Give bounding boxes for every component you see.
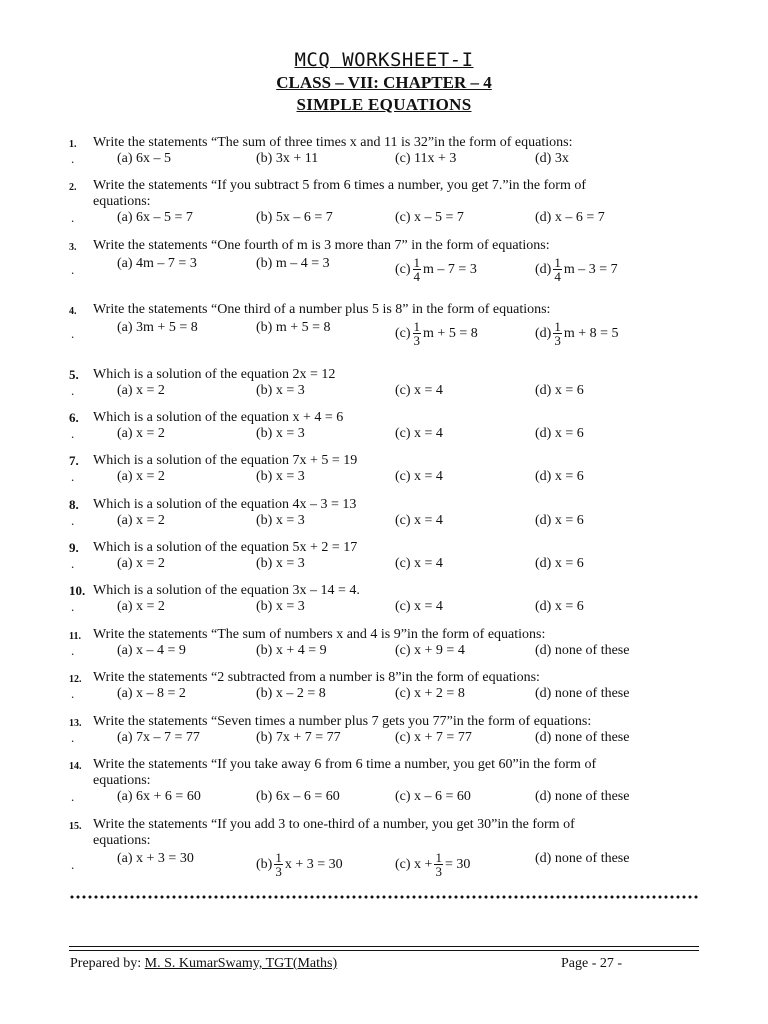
answer-row-marker: . (71, 686, 75, 701)
answer-option[interactable] (117, 210, 193, 226)
question-text: equations: (93, 194, 151, 209)
answer-row-marker: . (71, 643, 75, 658)
option-text: (c) x – 6 = 60 (395, 789, 471, 804)
answer-option[interactable] (535, 513, 584, 529)
option-text: (b) x + 4 = 9 (256, 643, 327, 658)
answer-option[interactable] (535, 383, 584, 399)
answer-option[interactable] (117, 730, 200, 746)
fraction (553, 256, 562, 283)
question-number: 15. (69, 821, 82, 832)
answer-option[interactable] (535, 210, 605, 226)
question-number: 14. (69, 761, 82, 772)
fraction (413, 320, 422, 347)
question-number: 1. (69, 139, 77, 150)
option-text: (d) x = 6 (535, 513, 584, 528)
option-text: (a) 6x + 6 = 60 (117, 789, 201, 804)
answer-option[interactable] (256, 210, 333, 226)
option-text: (a) x – 4 = 9 (117, 643, 186, 658)
answer-option[interactable] (256, 256, 330, 272)
fraction-denominator: 3 (413, 333, 421, 348)
question-number: 12. (69, 674, 82, 685)
fraction-denominator: 4 (413, 269, 421, 284)
answer-option[interactable] (535, 556, 584, 572)
option-prefix: (c) (395, 261, 411, 277)
option-text: (d) none of these (535, 730, 630, 745)
answer-row-marker: . (71, 383, 75, 398)
option-text: (b) x – 2 = 8 (256, 686, 326, 701)
question-text: Which is a solution of the equation 5x + 2 = 17 (93, 540, 358, 555)
answer-option[interactable] (117, 643, 186, 659)
answer-row-marker: . (71, 789, 75, 804)
answer-option[interactable] (117, 686, 186, 702)
option-text: (d) none of these (535, 686, 630, 701)
option-text: (a) x = 2 (117, 599, 165, 614)
answer-option[interactable] (535, 320, 619, 347)
option-text: (b) x = 3 (256, 426, 305, 441)
option-text: (c) x = 4 (395, 513, 443, 528)
option-text: (d) none of these (535, 851, 630, 866)
option-text: (c) 11x + 3 (395, 151, 457, 166)
question-number: 10. (69, 583, 86, 598)
option-text: (a) 6x – 5 = 7 (117, 210, 193, 225)
option-prefix: (b) (256, 856, 273, 872)
option-text: (a) 6x – 5 (117, 151, 172, 166)
fraction (413, 256, 422, 283)
topic-heading: SIMPLE EQUATIONS (296, 95, 472, 114)
option-prefix: (c) x + (395, 856, 433, 872)
question-text: equations: (93, 773, 151, 788)
answer-option[interactable] (256, 426, 305, 442)
question-number: 11. (69, 631, 81, 642)
question-text: equations: (93, 833, 151, 848)
option-text: (b) x = 3 (256, 599, 305, 614)
option-suffix: m + 5 = 8 (423, 325, 478, 341)
answer-option[interactable] (117, 851, 194, 867)
answer-option[interactable] (535, 643, 629, 659)
answer-option[interactable] (117, 556, 165, 572)
fraction-denominator: 3 (554, 333, 561, 348)
question-number: 2. (69, 182, 77, 193)
answer-row-marker: . (71, 326, 75, 341)
fraction-numerator: 1 (413, 255, 421, 270)
option-text: (b) m + 5 = 8 (256, 320, 331, 335)
fraction-numerator: 1 (435, 850, 442, 865)
option-text: (c) x + 2 = 8 (395, 686, 465, 701)
question-text: Write the statements “2 subtracted from a number is 8”in the form of equations: (93, 670, 540, 685)
question-text: Write the statements “If you add 3 to one-third of a number, you get 30”in the form of (93, 817, 575, 832)
answer-row-marker: . (71, 469, 75, 484)
answer-row-marker: . (71, 730, 75, 745)
answer-row-marker: . (71, 556, 75, 571)
fraction-denominator: 3 (275, 864, 282, 879)
option-text: (b) 5x – 6 = 7 (256, 210, 333, 225)
option-text: (b) x = 3 (256, 556, 305, 571)
fraction (553, 320, 562, 347)
answer-option[interactable] (395, 469, 443, 485)
answer-row-marker: . (71, 426, 75, 441)
option-text: (c) x = 4 (395, 383, 443, 398)
question-text: Write the statements “If you take away 6 from 6 time a number, you get 60”in the form of (93, 757, 597, 772)
author-name: M. S. KumarSwamy, TGT(Maths) (144, 956, 338, 971)
question-text: Write the statements “Seven times a number plus 7 gets you 77”in the form of equations: (93, 714, 592, 729)
answer-option[interactable] (535, 426, 584, 442)
option-text: (d) x = 6 (535, 556, 584, 571)
worksheet-title: MCQ WORKSHEET-I (294, 49, 474, 71)
fraction-denominator: 3 (435, 864, 442, 879)
question-text: Write the statements “One fourth of m is 3 more than 7” in the form of equations: (93, 238, 550, 253)
question-text: Which is a solution of the equation 7x + 5 = 19 (93, 453, 358, 468)
question-text: Which is a solution of the equation 4x – 3 = 13 (93, 497, 357, 512)
answer-option[interactable] (395, 643, 465, 659)
option-text: (b) x = 3 (256, 383, 305, 398)
answer-option[interactable] (535, 599, 584, 615)
option-text: (d) none of these (535, 643, 630, 658)
option-text: (c) x – 5 = 7 (395, 210, 464, 225)
question-text: Which is a solution of the equation x + 4 = 6 (93, 410, 344, 425)
question-text: Which is a solution of the equation 3x – 14 = 4. (93, 583, 360, 598)
option-text: (b) m – 4 = 3 (256, 256, 330, 271)
answer-option[interactable] (395, 426, 443, 442)
fraction (274, 851, 283, 878)
answer-option[interactable] (535, 256, 618, 283)
answer-option[interactable] (256, 320, 331, 336)
answer-option[interactable] (256, 556, 305, 572)
option-suffix: m – 7 = 3 (423, 261, 477, 277)
question-text: Write the statements “If you subtract 5 from 6 times a number, you get 7.”in the form of (93, 178, 587, 193)
answer-option[interactable] (395, 851, 470, 878)
answer-option[interactable] (117, 599, 165, 615)
option-suffix: m + 8 = 5 (563, 325, 619, 341)
question-number: 13. (69, 718, 82, 729)
answer-option[interactable] (395, 789, 471, 805)
option-text: (b) 6x – 6 = 60 (256, 789, 340, 804)
fraction-numerator: 1 (275, 850, 282, 865)
question-text: Write the statements “One third of a number plus 5 is 8” in the form of equations: (93, 302, 551, 317)
option-suffix: m – 3 = 7 (563, 261, 618, 277)
footer-rule (69, 946, 699, 947)
answer-option[interactable] (256, 851, 343, 878)
option-text: (c) x = 4 (395, 556, 443, 571)
answer-option[interactable] (395, 686, 465, 702)
fraction (434, 851, 443, 878)
prepared-by-label: Prepared by: (70, 956, 142, 971)
answer-row-marker: . (71, 262, 75, 277)
option-text: (d) x = 6 (535, 426, 584, 441)
answer-option[interactable] (256, 686, 326, 702)
question-text: Write the statements “The sum of numbers x and 4 is 9”in the form of equations: (93, 627, 546, 642)
answer-option[interactable] (256, 151, 318, 167)
question-number: 7. (69, 453, 79, 468)
option-suffix: x + 3 = 30 (284, 856, 343, 872)
answer-option[interactable] (395, 599, 443, 615)
question-number: 3. (69, 242, 77, 253)
answer-option[interactable] (395, 383, 443, 399)
answer-option[interactable] (395, 730, 472, 746)
answer-option[interactable] (117, 513, 165, 529)
option-suffix: = 30 (444, 856, 471, 872)
answer-option[interactable] (117, 789, 201, 805)
answer-option[interactable] (395, 210, 464, 226)
page-number: Page - 27 - (561, 956, 623, 971)
fraction-numerator: 1 (413, 319, 421, 334)
answer-option[interactable] (535, 686, 629, 702)
answer-option[interactable] (395, 513, 443, 529)
answer-option[interactable] (535, 469, 584, 485)
class-chapter-heading: CLASS – VII: CHAPTER – 4 (276, 73, 492, 92)
answer-option[interactable] (256, 643, 327, 659)
fraction-denominator: 4 (554, 269, 561, 284)
answer-option[interactable] (395, 556, 443, 572)
option-text: (c) x = 4 (395, 469, 443, 484)
option-text: (d) x = 6 (535, 383, 584, 398)
option-text: (b) 3x + 11 (256, 151, 319, 166)
question-number: 6. (69, 410, 79, 425)
option-text: (d) x – 6 = 7 (535, 210, 605, 225)
footer-rule-thin (69, 950, 699, 951)
answer-option[interactable] (256, 383, 305, 399)
option-text: (a) x = 2 (117, 426, 165, 441)
option-prefix: (c) (395, 325, 411, 341)
answer-option[interactable] (117, 383, 165, 399)
answer-row-marker: . (71, 151, 75, 166)
question-number: 8. (69, 497, 79, 512)
answer-option[interactable] (117, 469, 165, 485)
answer-option[interactable] (117, 256, 197, 272)
answer-option[interactable] (256, 513, 305, 529)
answer-option[interactable] (395, 320, 478, 347)
dotted-separator (69, 895, 699, 899)
option-text: (b) x = 3 (256, 469, 305, 484)
answer-option[interactable] (535, 730, 629, 746)
option-text: (a) x = 2 (117, 383, 165, 398)
answer-option[interactable] (117, 320, 198, 336)
fraction-numerator: 1 (554, 255, 561, 270)
option-text: (a) 3m + 5 = 8 (117, 320, 198, 335)
worksheet-header (0, 48, 768, 116)
answer-row-marker: . (71, 513, 75, 528)
option-prefix: (d) (535, 325, 552, 341)
option-text: (a) x + 3 = 30 (117, 851, 194, 866)
footer-credit (70, 956, 337, 972)
answer-option[interactable] (395, 151, 456, 167)
fraction-numerator: 1 (554, 319, 561, 334)
answer-option[interactable] (256, 789, 340, 805)
question-number: 4. (69, 306, 77, 317)
option-text: (c) x = 4 (395, 599, 443, 614)
option-text: (a) x = 2 (117, 556, 165, 571)
option-text: (a) x = 2 (117, 513, 165, 528)
answer-option[interactable] (117, 151, 171, 167)
option-text: (d) x = 6 (535, 469, 584, 484)
option-text: (a) 7x – 7 = 77 (117, 730, 200, 745)
answer-row-marker: . (71, 599, 75, 614)
question-number: 9. (69, 540, 79, 555)
option-text: (c) x + 9 = 4 (395, 643, 465, 658)
option-text: (d) 3x (535, 151, 569, 166)
option-text: (a) x = 2 (117, 469, 165, 484)
answer-option[interactable] (117, 426, 165, 442)
question-number: 5. (69, 367, 79, 382)
answer-option[interactable] (535, 151, 569, 167)
option-text: (c) x + 7 = 77 (395, 730, 472, 745)
option-text: (a) x – 8 = 2 (117, 686, 186, 701)
answer-option[interactable] (256, 599, 305, 615)
option-text: (b) 7x + 7 = 77 (256, 730, 341, 745)
answer-option[interactable] (256, 469, 305, 485)
option-prefix: (d) (535, 261, 552, 277)
answer-option[interactable] (256, 730, 341, 746)
question-text: Which is a solution of the equation 2x = 12 (93, 367, 336, 382)
option-text: (b) x = 3 (256, 513, 305, 528)
answer-row-marker: . (71, 857, 75, 872)
option-text: (c) x = 4 (395, 426, 443, 441)
answer-option[interactable] (395, 256, 477, 283)
option-text: (a) 4m – 7 = 3 (117, 256, 197, 271)
answer-option[interactable] (535, 851, 629, 867)
answer-row-marker: . (71, 210, 75, 225)
option-text: (d) x = 6 (535, 599, 584, 614)
question-text: Write the statements “The sum of three times x and 11 is 32”in the form of equations: (93, 135, 573, 150)
option-text: (d) none of these (535, 789, 630, 804)
answer-option[interactable] (535, 789, 629, 805)
